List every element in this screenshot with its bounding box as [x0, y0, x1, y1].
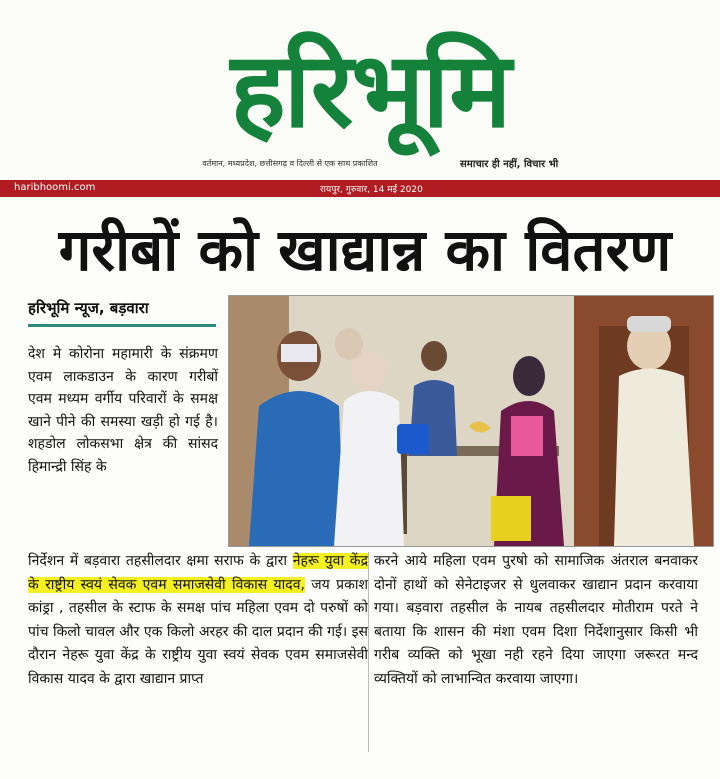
masthead	[0, 0, 720, 200]
website-url: haribhoomi.com	[14, 182, 96, 193]
article-text: निर्देशन में बड़वारा तहसीलदार क्षमा सराफ के द्वारा	[28, 553, 293, 569]
newspaper-logo: हरिभूमि	[230, 28, 510, 151]
article-column-2	[28, 550, 368, 691]
column-divider	[368, 552, 369, 752]
article-text: जय प्रकाश कांड्रा , तहसील के स्टाफ के समक्ष पांच महिला एवम दो परुषों को पांच किलो चावल और एक किलो अरहर की दाल प्रदान की गई। इस दौरान नेहरू युवा केंद्र के राष्ट्रीय युवा स्वयं सेवक एवम समाजसेवी विकास यादव के द्वारा खाद्यान प्राप्त	[28, 576, 368, 687]
highlighted-text: नेहरू युवा केंद्र के राष्ट्रीय स्वयं सेवक एवम समाजसेवी विकास यादव,	[28, 553, 368, 593]
news-photo	[228, 295, 714, 547]
article-column-3: करने आये महिला एवम पुरषो को सामाजिक अंतराल बनवाकर दोनों हाथों को सेनेटाइजर से धुलवाकर खाद्यान प्रदान करवाया गया। बड़वारा तहसील के नायब तहसीलदार मोतीराम परते ने बताया कि शासन की मंशा एवम दिशा निर्देशानुसार किसी भी गरीब व्यक्ति को भूखा नही रहने दिया जाएगा जरूरत मन्द व्यक्तियों को लाभान्वित करवाया जाएगा।	[374, 553, 698, 687]
issue-date: रायपुर, गुरुवार, 14 मई 2020	[320, 185, 423, 195]
article-byline: हरिभूमि न्यूज, बड़वारा	[28, 299, 149, 317]
masthead-slogan: समाचार ही नहीं, विचार भी	[460, 159, 559, 170]
photo-illustration	[229, 296, 713, 546]
article-column-1: देश मे कोरोना महामारी के संक्रमण एवम लाकडाउन के कारण गरीबों एवम मध्यम वर्गीय परिवारों के समक्ष खाने पीने की समस्या खड़ी हो गई है। शहडोल लोकसभा क्षेत्र की सांसद हिमान्द्री सिंह के	[28, 346, 218, 475]
article-headline: गरीबों को खाद्यान्न का वितरण	[58, 216, 672, 284]
masthead-tagline: वर्तमान, मध्यप्रदेश, छत्तीसगढ़ व दिल्ली से एक साथ प्रकाशित	[202, 159, 378, 168]
masthead-bar	[0, 180, 720, 197]
byline-rule	[28, 324, 216, 327]
